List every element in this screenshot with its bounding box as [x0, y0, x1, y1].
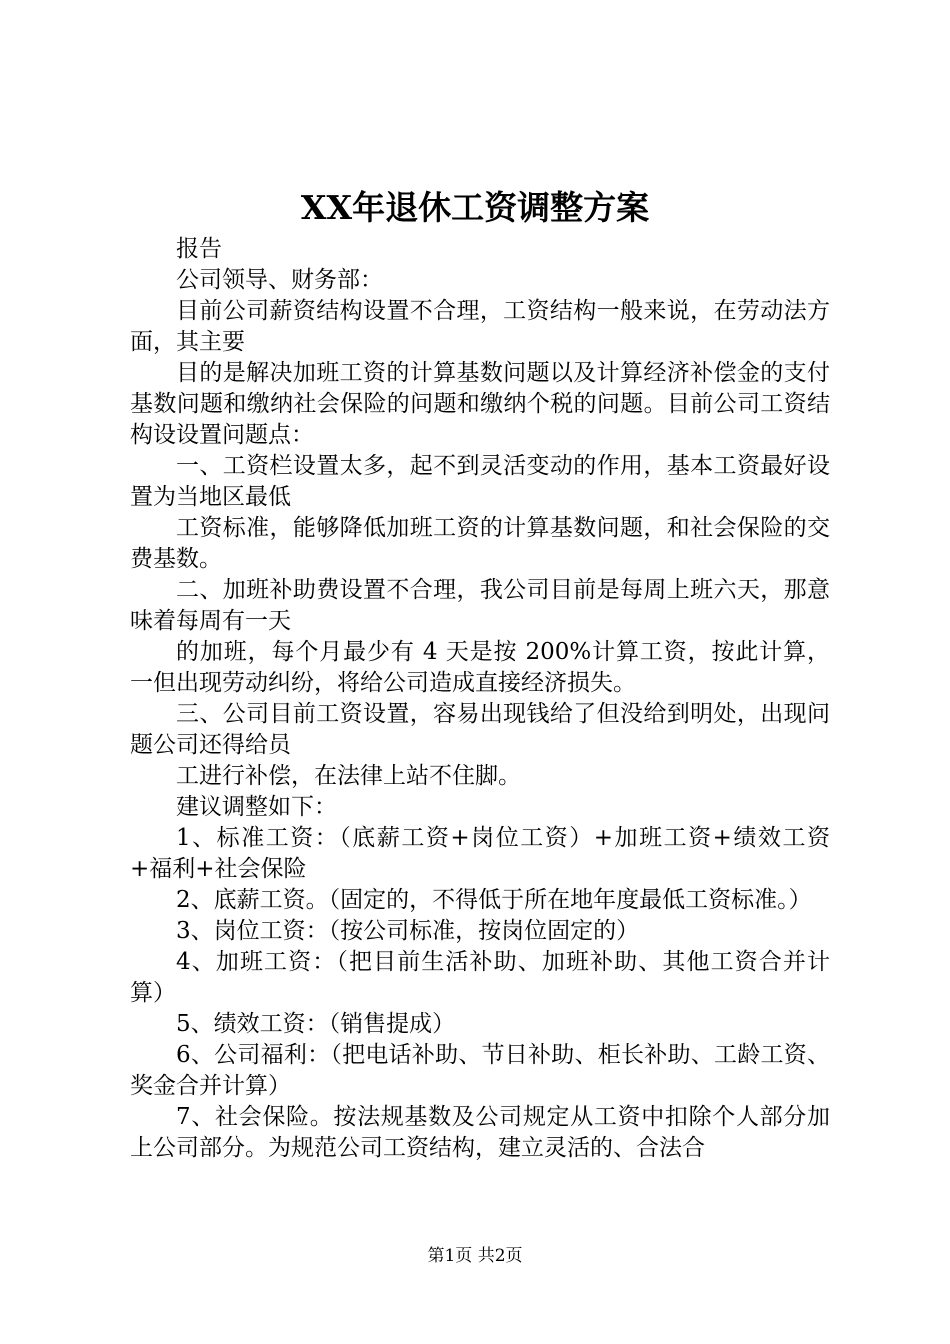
- paragraph: 一、工资栏设置太多，起不到灵活变动的作用，基本工资最好设置为当地区最低: [130, 453, 830, 510]
- document-title: XX年退休工资调整方案: [300, 188, 650, 227]
- paragraph: 1、标准工资：（底薪工资+岗位工资）+加班工资+绩效工资+福利+社会保险: [130, 825, 830, 882]
- paragraph: 3、岗位工资：（按公司标准，按岗位固定的）: [176, 918, 640, 944]
- paragraph: 三、公司目前工资设置，容易出现钱给了但没给到明处，出现问题公司还得给员: [130, 701, 830, 758]
- paragraph: 工进行补偿，在法律上站不住脚。: [176, 763, 521, 789]
- paragraph: 7、社会保险。按法规基数及公司规定从工资中扣除个人部分加上公司部分。为规范公司工资结构，建立灵活的、合法合: [130, 1104, 830, 1161]
- paragraph: 公司领导、财务部：: [176, 267, 383, 293]
- paragraph: 报告: [176, 236, 222, 262]
- document-body: [130, 234, 830, 1164]
- paragraph: 建议调整如下：: [176, 794, 337, 820]
- paragraph: 二、加班补助费设置不合理，我公司目前是每周上班六天，那意味着每周有一天: [130, 577, 830, 634]
- page-footer: 第1页 共2页: [427, 1246, 523, 1266]
- paragraph: 目前公司薪资结构设置不合理，工资结构一般来说，在劳动法方面，其主要: [130, 298, 830, 355]
- paragraph: 5、绩效工资：（销售提成）: [176, 1011, 456, 1037]
- paragraph: 6、公司福利：（把电话补助、节日补助、柜长补助、工龄工资、奖金合并计算）: [130, 1042, 830, 1099]
- paragraph: 4、加班工资：（把目前生活补助、加班补助、其他工资合并计算）: [130, 949, 830, 1006]
- paragraph: 的加班，每个月最少有 4 天是按 200%计算工资，按此计算，一但出现劳动纠纷，将给公司造成直接经济损失。: [130, 639, 830, 696]
- paragraph: 目的是解决加班工资的计算基数问题以及计算经济补偿金的支付基数问题和缴纳社会保险的问题和缴纳个税的问题。目前公司工资结构设设置问题点：: [130, 360, 830, 448]
- paragraph: 2、底薪工资。（固定的，不得低于所在地年度最低工资标准。）: [176, 887, 812, 913]
- paragraph: 工资标准，能够降低加班工资的计算基数问题，和社会保险的交费基数。: [130, 515, 830, 572]
